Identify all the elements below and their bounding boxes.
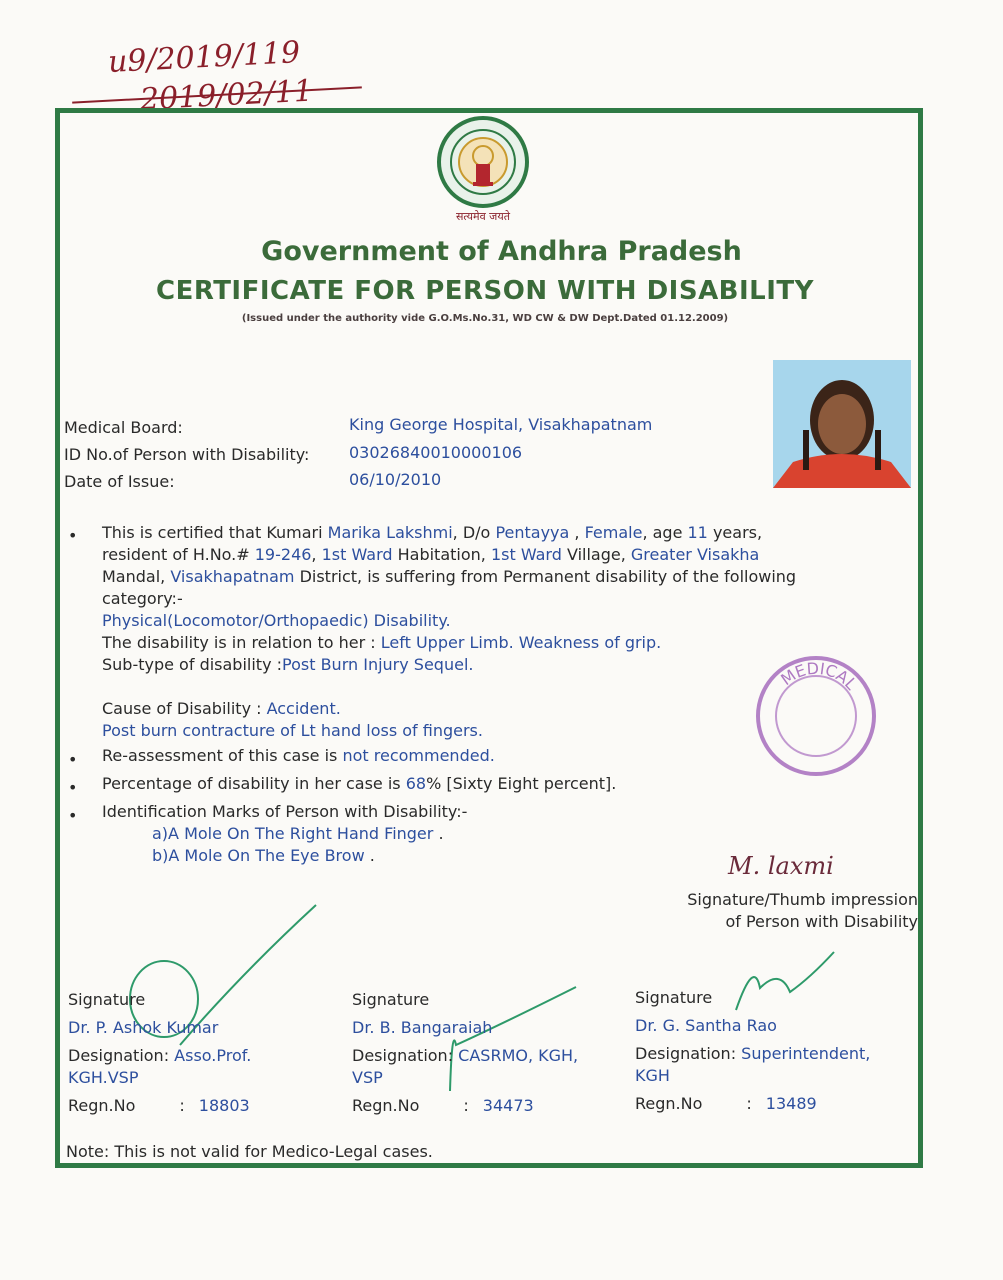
doctor-2-signature-label: Signature [352, 990, 430, 1009]
para-line-2: resident of H.No.# 19-246, 1st Ward Habitation, 1st Ward Village, Greater Visakha [102, 545, 760, 564]
doctor-1-block: Signature Dr. P. Ashok Kumar Designation: Asso.Prof. KGH.VSP Regn.No : 18803 [68, 990, 252, 1115]
doctor-1-designation: Asso.Prof. [174, 1046, 252, 1065]
identification-mark-a: a)A Mole On The Right Hand Finger . [152, 824, 444, 843]
id-label: ID No.of Person with Disability: [64, 445, 310, 464]
medical-board-value: King George Hospital, Visakhapatnam [349, 415, 653, 434]
andhra-pradesh-emblem-icon [433, 116, 533, 224]
authority-note: (Issued under the authority vide G.O.Ms.No.31, WD CW & DW Dept.Dated 01.12.2009) [241, 313, 729, 324]
doctor-2-regn: 34473 [482, 1096, 534, 1115]
mandal: Greater Visakha [630, 545, 760, 564]
para-line-3: Mandal, Visakhapatnam District, is suffering from Permanent disability of the following [102, 567, 797, 586]
doctor-1-name: Dr. P. Ashok Kumar [68, 1018, 219, 1037]
house-number: 19-246 [254, 545, 312, 564]
person-signature-caption: Signature/Thumb impression of Person with Disability [687, 890, 918, 931]
bullet: • [68, 750, 78, 769]
doctor-3-regn: 13489 [765, 1094, 817, 1113]
footer-note: Note: This is not valid for Medico-Legal cases. [66, 1142, 433, 1161]
father-name: Pentayya [495, 523, 575, 542]
disability-relation: The disability is in relation to her : Left Upper Limb. Weakness of grip. [102, 633, 662, 652]
doctor-2-block: Signature Dr. B. Bangaraiah Designation: CASRMO, KGH, VSP Regn.No : 34473 [352, 990, 579, 1115]
handwritten-date: 2019/02/11 [139, 73, 314, 118]
identification-marks-label: Identification Marks of Person with Disability:- [102, 802, 468, 821]
date-value: 06/10/2010 [349, 470, 442, 489]
identification-mark-b: b)A Mole On The Eye Brow . [152, 846, 375, 865]
doctor-1-signature-label: Signature [68, 990, 146, 1009]
doctor-3-signature-label: Signature [635, 988, 713, 1007]
doctor-3-designation: Superintendent, [741, 1044, 871, 1063]
person-signature-scribble: M. laxmi [728, 852, 834, 880]
id-value: 03026840010000106 [349, 443, 523, 462]
habitation: 1st Ward [321, 545, 393, 564]
bullet: • [68, 778, 78, 797]
certificate-title: CERTIFICATE FOR PERSON WITH DISABILITY [156, 276, 814, 306]
government-heading: Government of Andhra Pradesh [261, 236, 742, 267]
reassessment: Re-assessment of this case is not recommended. [102, 746, 495, 765]
date-label: Date of Issue: [64, 472, 175, 491]
cause-detail: Post burn contracture of Lt hand loss of fingers. [102, 721, 483, 740]
cause-of-disability: Cause of Disability : Accident. [102, 699, 341, 718]
district: Visakhapatnam [170, 567, 295, 586]
medical-board-stamp-icon [752, 652, 880, 780]
doctor-2-designation: CASRMO, KGH, [458, 1046, 579, 1065]
bullet: • [68, 806, 78, 825]
para-line-1: This is certified that Kumari Marika Lakshmi, D/o Pentayya , Female, age 11 years, [102, 523, 763, 542]
doctor-2-name: Dr. B. Bangaraiah [352, 1018, 493, 1037]
person-photo [773, 360, 911, 488]
emblem-motto: सत्यमेव जयते [455, 210, 511, 223]
stamp-text: MEDICAL [777, 658, 861, 694]
disability-category: Physical(Locomotor/Orthopaedic) Disability. [102, 611, 451, 630]
para-line-4: category:- [102, 589, 183, 608]
doctor-3-block: Signature Dr. G. Santha Rao Designation: Superintendent, KGH Regn.No : 13489 [635, 988, 871, 1113]
bullet: • [68, 526, 78, 545]
disability-subtype: Sub-type of disability :Post Burn Injury Sequel. [102, 655, 474, 674]
village: 1st Ward [490, 545, 562, 564]
person-name: Marika Lakshmi [327, 523, 453, 542]
doctor-1-regn: 18803 [198, 1096, 250, 1115]
medical-board-label: Medical Board: [64, 418, 183, 437]
disability-percentage: Percentage of disability in her case is 68% [Sixty Eight percent]. [102, 774, 617, 793]
handwritten-reference-number: u9/2019/119 [107, 34, 302, 81]
doctor-3-name: Dr. G. Santha Rao [635, 1016, 777, 1035]
age: 11 [687, 523, 708, 542]
gender: Female [584, 523, 643, 542]
